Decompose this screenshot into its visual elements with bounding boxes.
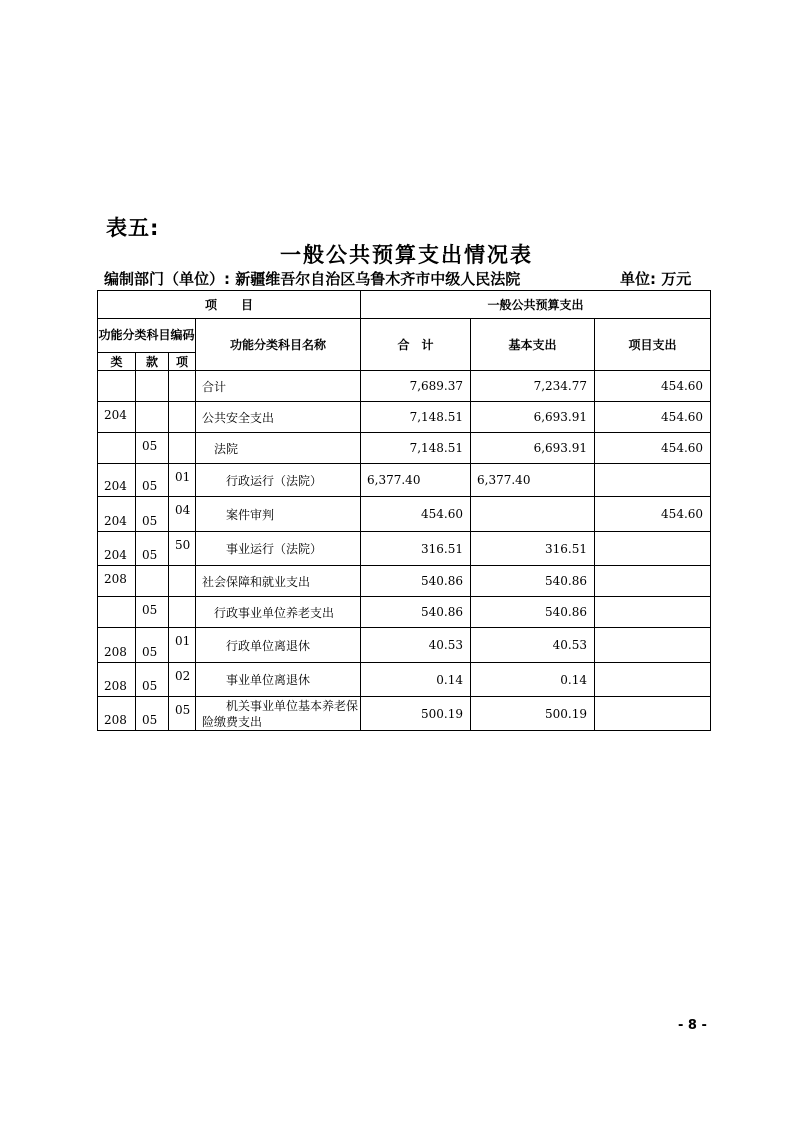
table-row	[98, 697, 711, 731]
cell-xiang: 50	[169, 532, 196, 566]
cell-basic: 6,693.91	[471, 433, 595, 464]
cell-basic: 6,693.91	[471, 402, 595, 433]
header-project: 项 目	[98, 291, 361, 319]
cell-total: 500.19	[361, 697, 471, 731]
cell-xiang	[169, 433, 196, 464]
header-project-expense: 项目支出	[595, 319, 711, 371]
document-title: 一般公共预算支出情况表	[280, 243, 533, 267]
cell-project	[595, 532, 711, 566]
header-xiang: 项	[169, 353, 196, 371]
cell-total: 0.14	[361, 663, 471, 697]
cell-project: 454.60	[595, 371, 711, 402]
cell-kuan	[136, 402, 169, 433]
cell-lei: 204	[98, 497, 136, 532]
cell-project	[595, 566, 711, 597]
header-name: 功能分类科目名称	[196, 319, 361, 371]
table-row	[98, 628, 711, 663]
cell-total: 540.86	[361, 597, 471, 628]
department-label: 编制部门（单位）: 新疆维吾尔自治区乌鲁木齐市中级人民法院	[104, 270, 521, 288]
cell-project: 454.60	[595, 433, 711, 464]
cell-kuan: 05	[136, 497, 169, 532]
table-label: 表五:	[106, 216, 160, 240]
cell-basic: 7,234.77	[471, 371, 595, 402]
cell-name: 社会保障和就业支出	[196, 566, 361, 597]
cell-basic: 500.19	[471, 697, 595, 731]
cell-lei: 208	[98, 628, 136, 663]
cell-lei	[98, 433, 136, 464]
cell-total: 7,689.37	[361, 371, 471, 402]
cell-name: 公共安全支出	[196, 402, 361, 433]
cell-project: 454.60	[595, 497, 711, 532]
cell-lei: 208	[98, 566, 136, 597]
cell-total: 454.60	[361, 497, 471, 532]
page-number: - 8 -	[678, 1018, 707, 1033]
cell-xiang: 02	[169, 663, 196, 697]
cell-name: 行政事业单位养老支出	[196, 597, 361, 628]
cell-project	[595, 697, 711, 731]
cell-kuan: 05	[136, 532, 169, 566]
cell-kuan: 05	[136, 697, 169, 731]
cell-xiang	[169, 566, 196, 597]
cell-project	[595, 464, 711, 497]
cell-basic: 540.86	[471, 566, 595, 597]
table-row	[98, 532, 711, 566]
budget-table	[97, 290, 711, 731]
cell-total: 7,148.51	[361, 402, 471, 433]
cell-basic: 6,377.40	[471, 464, 595, 497]
cell-total: 7,148.51	[361, 433, 471, 464]
cell-lei	[98, 371, 136, 402]
cell-name: 行政单位离退休	[196, 628, 361, 663]
cell-basic: 40.53	[471, 628, 595, 663]
header-basic: 基本支出	[471, 319, 595, 371]
cell-xiang: 01	[169, 628, 196, 663]
cell-total: 316.51	[361, 532, 471, 566]
cell-total: 6,377.40	[361, 464, 471, 497]
cell-xiang	[169, 402, 196, 433]
cell-xiang: 01	[169, 464, 196, 497]
cell-kuan: 05	[136, 663, 169, 697]
header-total: 合 计	[361, 319, 471, 371]
table-row	[98, 464, 711, 497]
cell-lei: 208	[98, 697, 136, 731]
cell-name: 法院	[196, 433, 361, 464]
cell-kuan: 05	[136, 628, 169, 663]
cell-lei: 208	[98, 663, 136, 697]
cell-xiang	[169, 597, 196, 628]
table-row	[98, 497, 711, 532]
header-lei: 类	[98, 353, 136, 371]
table-row	[98, 566, 711, 597]
cell-name: 案件审判	[196, 497, 361, 532]
cell-xiang: 05	[169, 697, 196, 731]
cell-name: 事业单位离退休	[196, 663, 361, 697]
table-row	[98, 371, 711, 402]
cell-kuan: 05	[136, 464, 169, 497]
cell-xiang: 04	[169, 497, 196, 532]
cell-total: 40.53	[361, 628, 471, 663]
cell-project	[595, 597, 711, 628]
cell-project	[595, 663, 711, 697]
table-row	[98, 597, 711, 628]
cell-basic: 0.14	[471, 663, 595, 697]
table-row	[98, 433, 711, 464]
table-row	[98, 402, 711, 433]
unit-label: 单位: 万元	[620, 270, 692, 288]
cell-name: 行政运行（法院）	[196, 464, 361, 497]
cell-project: 454.60	[595, 402, 711, 433]
cell-kuan: 05	[136, 597, 169, 628]
cell-lei: 204	[98, 402, 136, 433]
cell-basic	[471, 497, 595, 532]
cell-basic: 540.86	[471, 597, 595, 628]
cell-lei: 204	[98, 464, 136, 497]
header-code-group: 功能分类科目编码	[98, 319, 196, 353]
cell-lei: 204	[98, 532, 136, 566]
cell-project	[595, 628, 711, 663]
header-budget: 一般公共预算支出	[361, 291, 711, 319]
cell-kuan	[136, 371, 169, 402]
cell-name: 事业运行（法院）	[196, 532, 361, 566]
cell-kuan	[136, 566, 169, 597]
cell-total: 540.86	[361, 566, 471, 597]
cell-name: 机关事业单位基本养老保险缴费支出	[196, 697, 361, 731]
cell-kuan: 05	[136, 433, 169, 464]
cell-name: 合计	[196, 371, 361, 402]
cell-lei	[98, 597, 136, 628]
cell-basic: 316.51	[471, 532, 595, 566]
header-kuan: 款	[136, 353, 169, 371]
cell-xiang	[169, 371, 196, 402]
table-row	[98, 663, 711, 697]
